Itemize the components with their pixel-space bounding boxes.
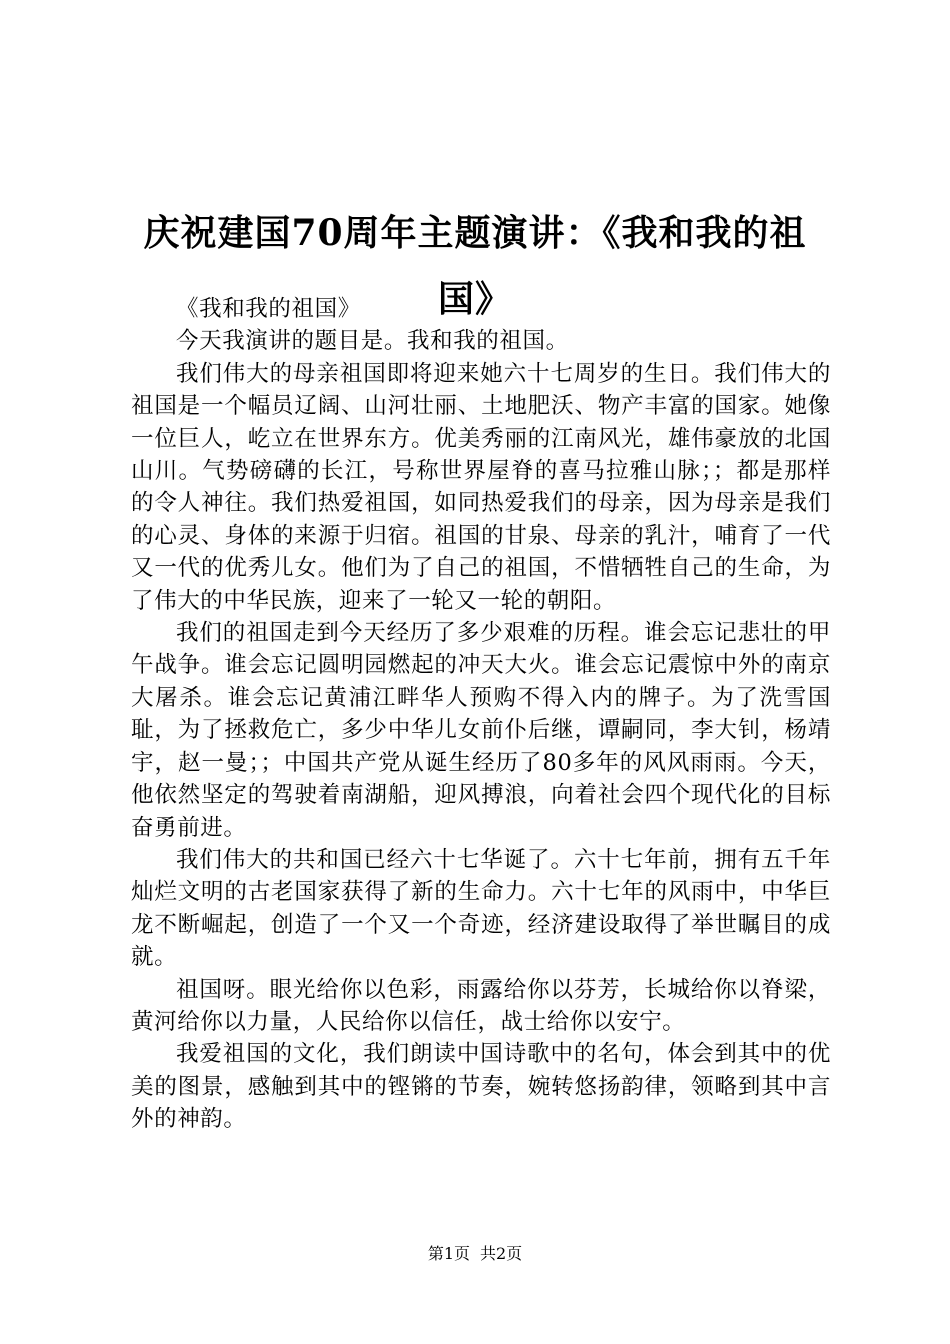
paragraph-ode: 祖国呀。眼光给你以色彩，雨露给你以芬芳，长城给你以脊梁，黄河给你以力量，人民给你以信任，战士给你以安宁。 bbox=[131, 976, 831, 1035]
page-number: 第1页 bbox=[427, 1244, 470, 1263]
paragraph-republic: 我们伟大的共和国已经六十七华诞了。六十七年前，拥有五千年灿烂文明的古老国家获得了新的生命力。六十七年的风雨中，中华巨龙不断崛起，创造了一个又一个奇迹，经济建设取得了举世瞩目的成就。 bbox=[131, 846, 831, 971]
paragraph-motherland: 我们伟大的母亲祖国即将迎来她六十七周岁的生日。我们伟大的祖国是一个幅员辽阔、山河壮丽、土地肥沃、物产丰富的国家。她像一位巨人，屹立在世界东方。优美秀丽的江南风光，雄伟豪放的北国山川。气势磅礴的长江，号称世界屋脊的喜马拉雅山脉；；都是那样的令人神往。我们热爱祖国，如同热爱我们的母亲，因为母亲是我们的心灵、身体的来源于归宿。祖国的甘泉、母亲的乳汁，哺育了一代又一代的优秀儿女。他们为了自己的祖国，不惜牺牲自己的生命，为了伟大的中华民族，迎来了一轮又一轮的朝阳。 bbox=[131, 360, 831, 614]
page-footer bbox=[0, 1243, 950, 1265]
paragraph-culture: 我爱祖国的文化，我们朗读中国诗歌中的名句，体会到其中的优美的图景，感触到其中的铿锵的节奏，婉转悠扬韵律，领略到其中言外的神韵。 bbox=[131, 1041, 831, 1133]
document-title: 庆祝建国70周年主题演讲：《我和我的祖国》 bbox=[143, 212, 807, 321]
paragraph-intro: 今天我演讲的题目是。我和我的祖国。 bbox=[176, 328, 569, 355]
paragraph-history: 我们的祖国走到今天经历了多少艰难的历程。谁会忘记悲壮的甲午战争。谁会忘记圆明园燃起的冲天大火。谁会忘记震惊中外的南京大屠杀。谁会忘记黄浦江畔华人预购不得入内的牌子。为了洗雪国耻，为了拯救危亡，多少中华儿女前仆后继，谭嗣同，李大钊，杨靖宇，赵一曼；；中国共产党从诞生经历了80多年的风风雨雨。今天，他依然坚定的驾驶着南湖船，迎风搏浪，向着社会四个现代化的目标奋勇前进。 bbox=[131, 620, 831, 841]
document-body bbox=[131, 293, 831, 1136]
page-total: 共2页 bbox=[480, 1244, 523, 1263]
paragraph-heading: 《我和我的祖国》 bbox=[176, 296, 361, 322]
